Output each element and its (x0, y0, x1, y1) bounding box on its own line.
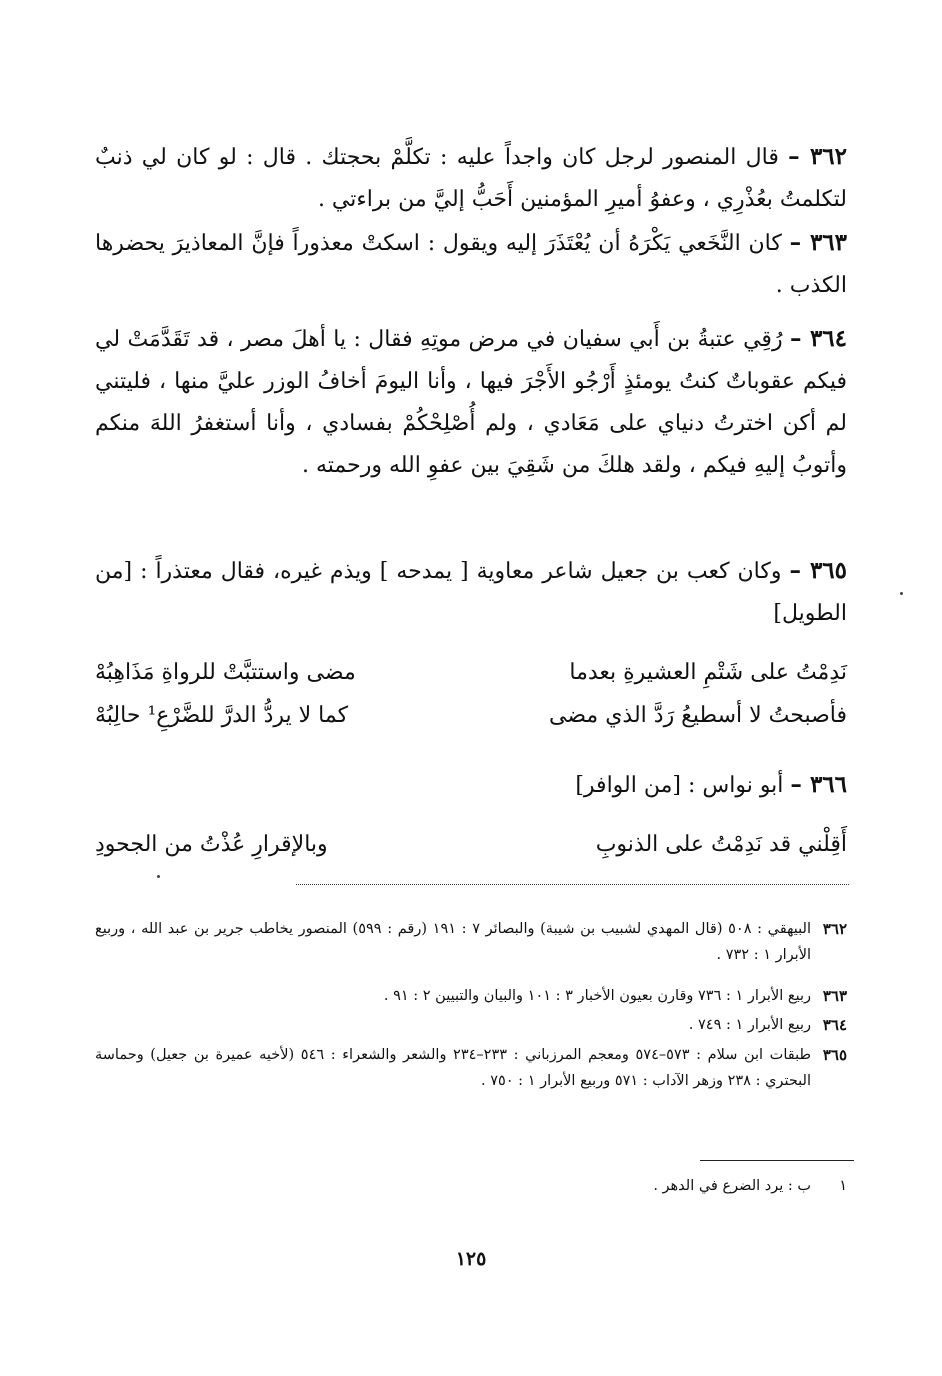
entry-number: ٣٦٤ – (790, 325, 847, 352)
verse-line (95, 832, 847, 857)
verse-second-hemistich: كما لا يردُّ الدرَّ للضَّرْعِ¹ حالِبُهْ (95, 703, 349, 728)
entry-362 (95, 136, 847, 221)
entry-366 (95, 764, 847, 807)
verse-first-hemistich: فأصبحتُ لا أسطيعُ رَدَّ الذي مضى (549, 703, 847, 728)
source-text: ربيع الأبرار ١ : ٧٤٩ . (688, 1017, 811, 1033)
verse-second-hemistich: وبالإقرارِ عُذْتُ من الجحودِ (95, 832, 328, 857)
verse-line (95, 660, 847, 685)
entry-number: ٣٦٦ – (790, 771, 847, 798)
verse-line (95, 703, 847, 728)
source-note-365 (95, 1042, 847, 1094)
source-text: طبقات ابن سلام : ٥٧٣–٥٧٤ ومعجم المرزباني : ٢٣٣–٢٣٤ والشعر والشعراء : ٥٤٦ (لأخيه عميرة بن جعيل) وحماسة البحتري : ٢٣٨ وزهر الآداب : ٥٧١ وربيع الأبرار ١ : ٧٥٠ . (95, 1047, 811, 1089)
footnote-separator (700, 1160, 854, 1161)
entry-363 (95, 222, 847, 307)
entry-365 (95, 550, 847, 635)
source-number: ٣٦٤ (822, 1016, 847, 1034)
footnote-text: ب : يرد الضرع في الدهر . (653, 1178, 811, 1194)
source-number: ٣٦٥ (822, 1046, 847, 1064)
entry-text: وكان كعب بن جعيل شاعر معاوية [ يمدحه ] ويذم غيره، فقال معتذراً : [من الطويل] (95, 559, 847, 626)
source-note-364 (95, 1012, 847, 1038)
source-number: ٣٦٣ (822, 987, 847, 1005)
scan-speck (900, 592, 903, 595)
entry-364 (95, 318, 847, 487)
entry-text: كان النَّخَعي يَكْرَهُ أن يُعْتَذَرَ إليه ويقول : اسكتْ معذوراً فإنَّ المعاذيرَ يحضرها الكذب . (95, 231, 847, 298)
footnote-number: ١ (839, 1178, 847, 1194)
entry-number: ٣٦٣ – (789, 229, 847, 256)
source-note-362 (95, 916, 847, 968)
source-text: البيهقي : ٥٠٨ (قال المهدي لشبيب بن شيبة) والبصائر ٧ : ١٩١ (رقم : ٥٩٩) المنصور يخاطب جرير بن عبد الله ، وربيع الأبرار ١ : ٧٣٢ . (95, 921, 811, 963)
verse-first-hemistich: أَقِلْني قد نَدِمْتُ على الذنوبِ (595, 832, 847, 857)
verse-second-hemistich: مضى واستتبَّتْ للرواةِ مَذَاهِبُهْ (95, 660, 356, 685)
footnote (447, 1178, 847, 1194)
verse-first-hemistich: نَدِمْتُ على شَتْمِ العشيرةِ بعدما (569, 660, 847, 685)
entry-number: ٣٦٢ – (788, 143, 847, 170)
source-number: ٣٦٢ (822, 920, 847, 938)
entry-number: ٣٦٥ – (789, 557, 847, 584)
entry-text: قال المنصور لرجل كان واجداً عليه : تكلَّمْ بحجتك . قال : لو كان لي ذنبٌ لتكلمتُ بعُذْرِي ، وعفوُ أميرِ المؤمنين أَحَبُّ إليَّ من براءتي . (95, 145, 847, 212)
source-text: ربيع الأبرار ١ : ٧٣٦ وقارن بعيون الأخبار ٣ : ١٠١ والبيان والتبيين ٢ : ٩١ . (383, 988, 811, 1004)
dotted-separator (296, 884, 849, 885)
page-number: ١٢٥ (455, 1248, 487, 1270)
entry-text: أبو نواس : [من الوافر] (575, 773, 784, 798)
scan-speck (157, 875, 160, 878)
source-note-363 (95, 983, 847, 1009)
entry-text: رُقِي عتبةُ بن أَبي سفيان في مرض موتِهِ فقال : يا أهلَ مصر ، قد تَقَدَّمَتْ لي فيكم عقوباتٌ كنتُ يومئذٍ أَرْجُو الأَجْرَ فيها ، وأنا اليومَ أخافُ الوزر عليَّ منها ، فليتني لم أكن اخترتُ دنياي على مَعَادي ، ولم أُصْلِحْكُمْ بفسادي ، وأنا أستغفرُ اللهَ منكم وأتوبُ إليهِ فيكم ، ولقد هلكَ من شَقِيَ بين عفوِ الله ورحمته . (95, 327, 847, 478)
